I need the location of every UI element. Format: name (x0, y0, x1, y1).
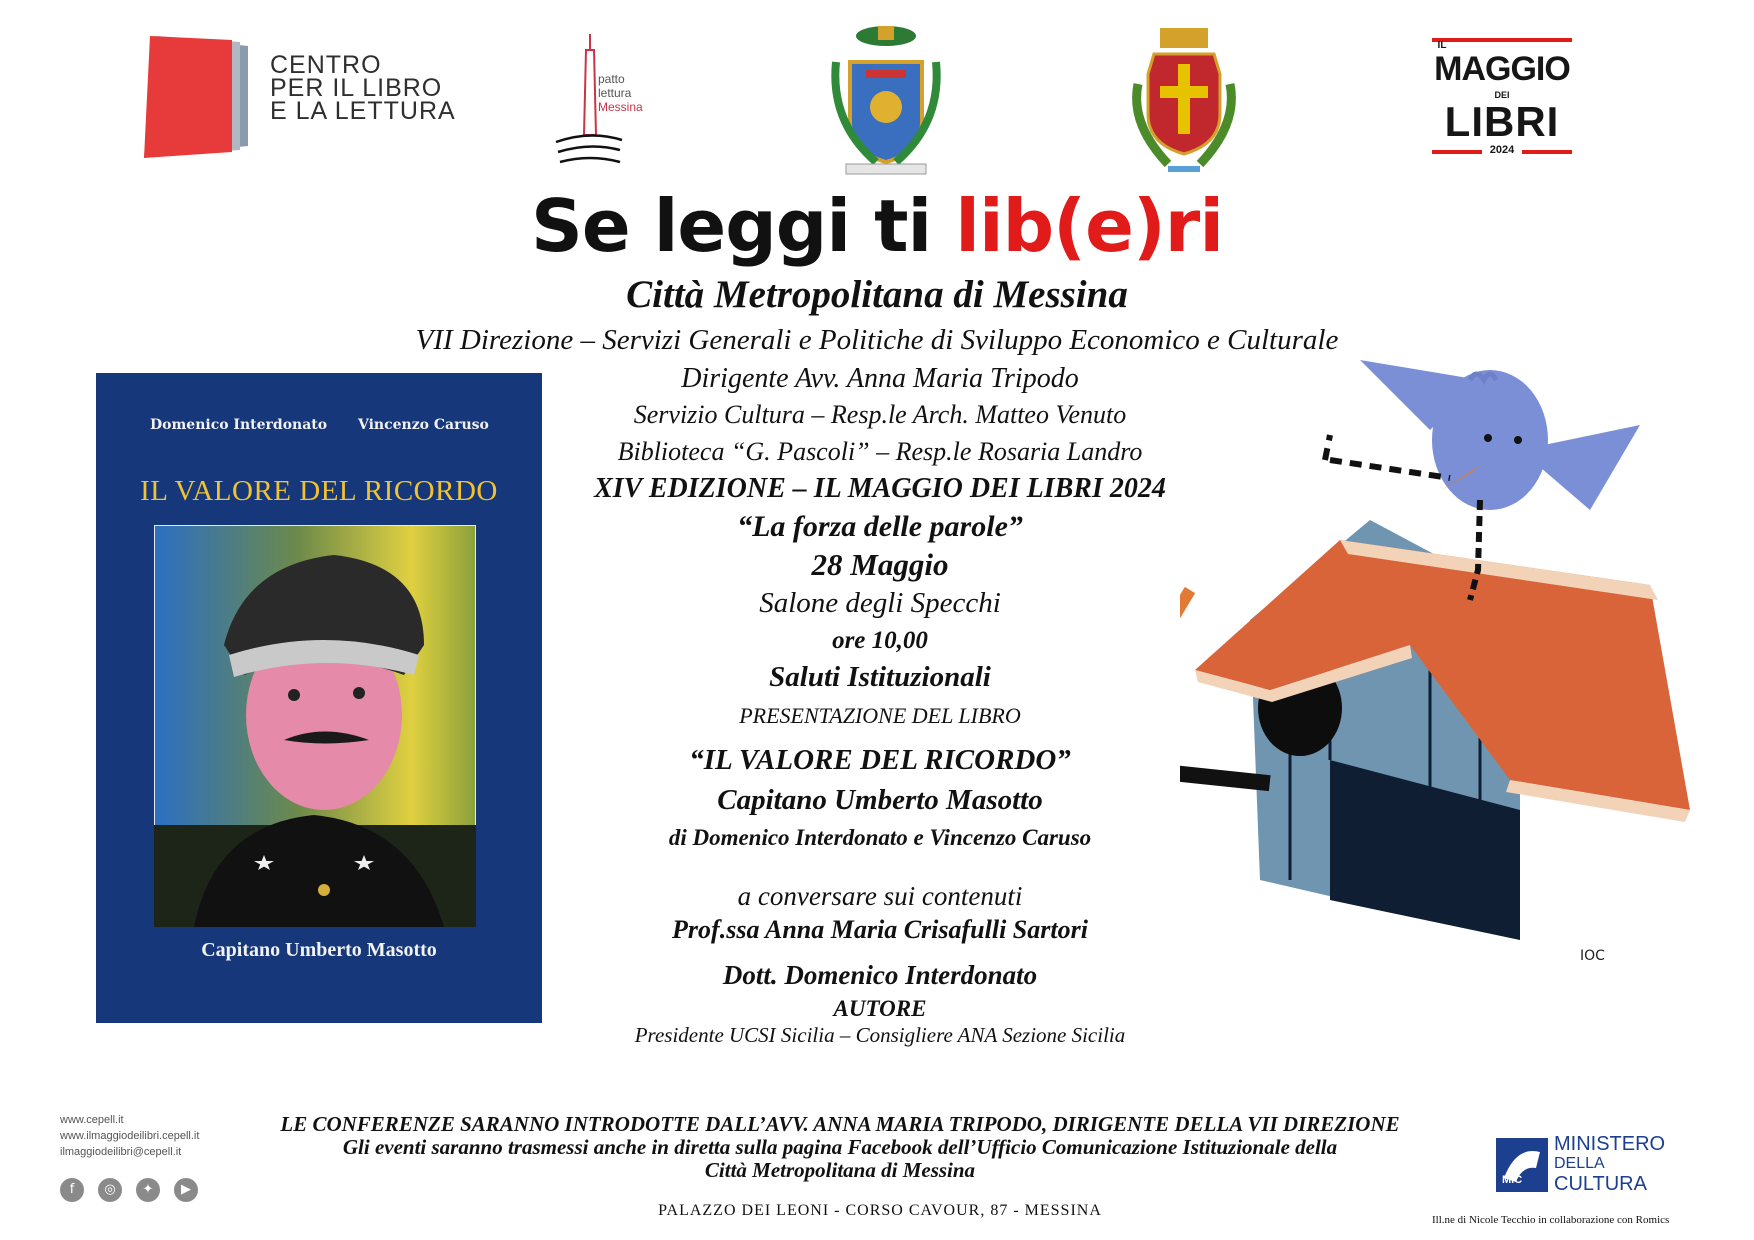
theme-line: “La forza delle parole” (737, 510, 1023, 543)
birdhouse-illustration (1180, 340, 1700, 980)
patto-line-2: lettura (598, 86, 632, 100)
footer-line-2: Gli eventi saranno trasmessi anche in diretta sulla pagina Facebook dell’Ufficio Comunicazione Istituzionale della (342, 1135, 1338, 1159)
title-part-1: Se leggi ti (531, 184, 956, 268)
cepell-logo (140, 34, 470, 159)
book-subtitle-line: Capitano Umberto Masotto (717, 784, 1043, 816)
speaker2-role-line: AUTORE (833, 996, 927, 1021)
footer-website-2[interactable]: www.ilmaggiodeilibri.cepell.it (60, 1130, 200, 1142)
ministry-line-3: CULTURA (1554, 1173, 1647, 1195)
maggio-logo-top: IL (1437, 40, 1447, 51)
patto-lettura-logo (550, 30, 660, 170)
province-crest-icon (826, 22, 946, 182)
svg-text:IOC: IOC (1580, 948, 1605, 964)
manager-line: Dirigente Avv. Anna Maria Tripodo (681, 363, 1079, 394)
footer-website-3[interactable]: ilmaggiodeilibri@cepell.it (60, 1146, 182, 1158)
footer-website-1[interactable]: www.cepell.it (60, 1114, 124, 1126)
org-direction: VII Direzione – Servizi Generali e Politiche di Sviluppo Economico e Culturale (415, 324, 1339, 356)
maggio-logo-line1: MAGGIO (1434, 50, 1570, 88)
culture-line: Servizio Cultura – Resp.le Arch. Matteo Venuto (633, 400, 1127, 429)
book-cover-author-1: Domenico Interdonato (150, 417, 328, 433)
mic-badge: MiC (1502, 1174, 1523, 1186)
maggio-logo-middle: DEI (1494, 90, 1510, 100)
cepell-book-mark (140, 34, 260, 159)
cepell-line-3: E LA LETTURA (270, 97, 456, 125)
book-authors-line: di Domenico Interdonato e Vincenzo Caruso (668, 825, 1092, 850)
book-cover-title: IL VALORE DEL RICORDO (140, 475, 498, 507)
footer-websites (60, 1112, 199, 1160)
speaker2-titles-line: Presidente UCSI Sicilia – Consigliere ANA Sezione Sicilia (634, 1023, 1126, 1047)
ministry-line-2: DELLA (1554, 1155, 1605, 1172)
city-crest-icon (1124, 24, 1244, 184)
book-cover-author-2: Vincenzo Caruso (358, 417, 489, 433)
time-line: ore 10,00 (832, 627, 928, 654)
footer-address: PALAZZO DEI LEONI - CORSO CAVOUR, 87 - MESSINA (658, 1202, 1102, 1219)
library-line: Biblioteca “G. Pascoli” – Resp.le Rosaria Landro (617, 437, 1143, 466)
instagram-icon[interactable]: ◎ (98, 1178, 122, 1202)
org-name: Città Metropolitana di Messina (626, 273, 1128, 316)
illustration-credit: Ill.ne di Nicole Tecchio in collaborazione con Romics (1432, 1214, 1670, 1226)
maggio-logo-year: 2024 (1489, 144, 1515, 156)
twitter-icon[interactable]: ✦ (136, 1178, 160, 1202)
cepell-line-2: PER IL LIBRO (270, 74, 443, 102)
footer-line-3: Città Metropolitana di Messina (704, 1158, 976, 1182)
conversation-line: a conversare sui contenuti (737, 881, 1023, 911)
patto-line-3: Messina (598, 100, 643, 114)
speaker1-line: Prof.ssa Anna Maria Crisafulli Sartori (672, 915, 1088, 944)
maggio-dei-libri-logo (1432, 38, 1572, 162)
footer-line-1: LE CONFERENZE SARANNO INTRODOTTE DALL’AVV. ANNA MARIA TRIPODO, DIRIGENTE DELLA VII DIREZIONE (280, 1112, 1400, 1136)
speaker2-line: Dott. Domenico Interdonato (722, 960, 1038, 990)
footer-announcement (220, 1113, 1460, 1182)
title-part-2: lib(e)ri (955, 184, 1223, 268)
cepell-line-1: CENTRO (270, 51, 382, 79)
facebook-icon[interactable]: f (60, 1178, 84, 1202)
maggio-logo-line2: LIBRI (1444, 98, 1560, 145)
edition-line: XIV EDIZIONE – IL MAGGIO DEI LIBRI 2024 (594, 473, 1166, 504)
book-cover-subtitle: Capitano Umberto Masotto (201, 939, 437, 961)
patto-line-1: patto (598, 72, 625, 86)
youtube-icon[interactable]: ▶ (174, 1178, 198, 1202)
ministry-line-1: MINISTERO (1554, 1133, 1666, 1155)
presentation-line: PRESENTAZIONE DEL LIBRO (739, 703, 1021, 728)
venue-line: Salone degli Specchi (759, 587, 1001, 619)
portrait-painting (154, 525, 476, 927)
ministry-logo (1496, 1134, 1676, 1194)
event-title (0, 184, 1754, 268)
book-title-line: “IL VALORE DEL RICORDO” (689, 744, 1071, 776)
book-cover (96, 373, 542, 1023)
greetings-line: Saluti Istituzionali (769, 661, 991, 693)
date-line: 28 Maggio (811, 547, 949, 582)
